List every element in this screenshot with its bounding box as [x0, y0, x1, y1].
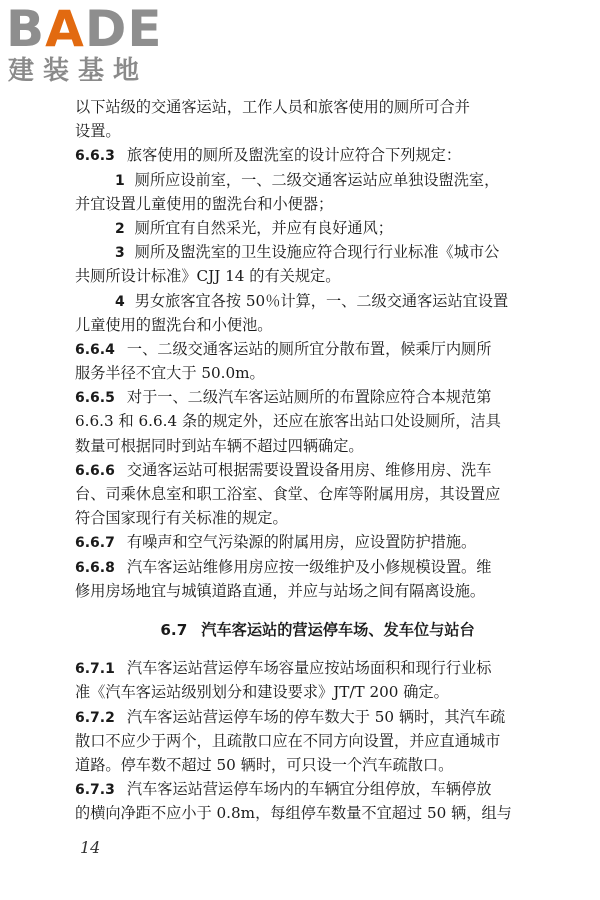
clause-number: 6.7.3: [75, 782, 115, 799]
clause-number: 6.6.8: [75, 559, 115, 576]
line-text: 共厕所设计标准》CJJ 14 的有关规定。: [75, 267, 341, 286]
line-text: 对于一、二级汽车客运站厕所的布置除应符合本规范第: [126, 388, 492, 407]
line-text: 厕所应设前室，一、二级交通客运站应单独设盥洗室，: [134, 170, 500, 189]
item-number: 3: [115, 245, 125, 262]
line-text: 6.6.3 和 6.6.4 条的规定外，还应在旅客出站口处设厕所，洁具: [75, 412, 501, 431]
clause-number: 6.6.6: [75, 462, 115, 479]
line-text: 汽车客运站维修用房应按一级维护及小修规模设置。维: [126, 557, 492, 576]
line-text: 服务半径不宜大于 50.0m。: [75, 364, 265, 383]
clause-line: [75, 555, 560, 579]
line-text: 台、司乘休息室和职工浴室、食堂、仓库等附属用房，其设置应: [75, 485, 501, 503]
clause-number: 6.6.4: [75, 341, 115, 358]
line-text: 设置。: [75, 122, 121, 141]
bade-logo: [6, 2, 181, 92]
page-number: 14: [80, 838, 101, 857]
line-text: 修用房场地宜与城镇道路直通，并应与站场之间有隔离设施。: [75, 581, 486, 600]
text-line: [75, 192, 560, 216]
logo-wordmark: BADE: [6, 0, 163, 58]
line-text: 厕所宜有自然采光，并应有良好通风；: [134, 218, 393, 237]
clause-line: [75, 656, 560, 680]
line-text: 交通客运站可根据需要设置设备用房、维修用房、洗车: [126, 460, 492, 479]
text-line: [75, 482, 560, 506]
list-item-line: [75, 240, 560, 264]
section-6-7-text: [75, 656, 560, 825]
text-line: [75, 680, 560, 704]
clause-number: 6.6.3: [75, 148, 115, 165]
section-number: 6.7: [160, 620, 188, 639]
line-text: 准《汽车客运站级别划分和建设要求》JT/T 200 确定。: [75, 683, 449, 702]
line-text: 并宜设置儿童使用的盥洗台和小便器；: [75, 194, 334, 213]
text-line: [75, 753, 560, 777]
clause-number: 6.6.5: [75, 390, 115, 407]
clause-line: [75, 530, 560, 554]
text-line: [75, 361, 560, 385]
line-text: 数量可根据同时到站车辆不超过四辆确定。: [75, 436, 364, 455]
text-line: [75, 409, 560, 433]
line-text: 旅客使用的厕所及盥洗室的设计应符合下列规定：: [126, 146, 461, 165]
list-item-line: [75, 289, 560, 313]
text-line: [75, 95, 560, 119]
line-text: 儿童使用的盥洗台和小便池。: [75, 315, 273, 334]
section-6-6-text: [75, 95, 560, 603]
clause-line: [75, 385, 560, 409]
text-line: [75, 119, 560, 143]
clause-line: [75, 705, 560, 729]
line-text: 以下站级的交通客运站，工作人员和旅客使用的厕所可合并: [75, 98, 470, 116]
item-number: 1: [115, 172, 125, 189]
list-item-line: [75, 216, 560, 240]
line-text: 道路。停车数不超过 50 辆时，可只设一个汽车疏散口。: [75, 755, 454, 774]
line-text: 一、二级交通客运站的厕所宜分散布置，候乘厅内厕所: [126, 339, 492, 358]
clause-line: [75, 337, 560, 361]
text-line: [75, 434, 560, 458]
clause-number: 6.6.7: [75, 535, 115, 552]
text-line: [75, 313, 560, 337]
item-number: 2: [115, 220, 125, 237]
line-text: 散口不应少于两个，且疏散口应在不同方向设置，并应直通城市: [75, 731, 501, 750]
text-line: [75, 506, 560, 530]
line-text: 有噪声和空气污染源的附属用房，应设置防护措施。: [126, 533, 477, 552]
item-number: 4: [115, 293, 125, 310]
line-text: 汽车客运站营运停车场的停车数大于 50 辆时，其汽车疏: [126, 707, 506, 726]
clause-number: 6.7.1: [75, 661, 115, 678]
text-line: [75, 264, 560, 288]
clause-line: [75, 777, 560, 801]
clause-line: [75, 458, 560, 482]
line-text: 符合国家现行有关标准的规定。: [75, 509, 288, 528]
text-line: [75, 579, 560, 603]
list-item-line: [75, 168, 560, 192]
line-text: 厕所及盥洗室的卫生设施应符合现行行业标准《城市公: [134, 243, 500, 262]
line-text: 男女旅客宜各按 50％计算，一、二级交通客运站宜设置: [134, 291, 509, 310]
section-title-text: 汽车客运站的营运停车场、发车位与站台: [201, 620, 475, 639]
section-title: [75, 618, 560, 642]
line-text: 的横向净距不应小于 0.8m，每组停车数量不宜超过 50 辆，组与: [75, 804, 512, 823]
text-line: [75, 801, 560, 825]
line-text: 汽车客运站营运停车场容量应按站场面积和现行行业标: [126, 659, 492, 678]
logo-subtitle: 建装基地: [8, 56, 149, 86]
line-text: 汽车客运站营运停车场内的车辆宜分组停放，车辆停放: [126, 780, 492, 799]
document-body: [75, 95, 560, 825]
text-line: [75, 729, 560, 753]
clause-line: [75, 143, 560, 167]
clause-number: 6.7.2: [75, 709, 115, 726]
